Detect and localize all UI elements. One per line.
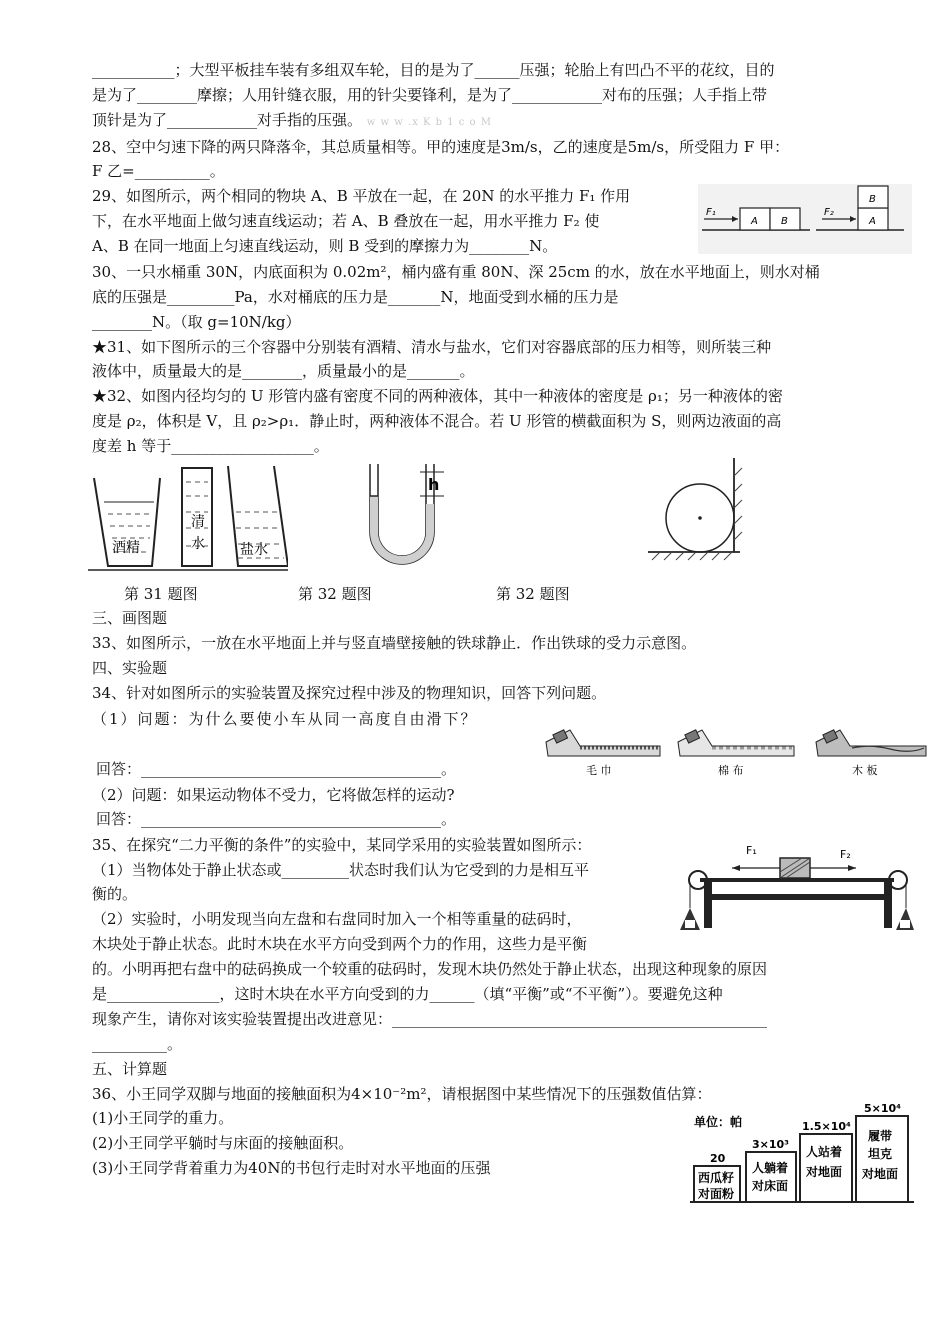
fig29-label-b1: B	[781, 216, 788, 227]
q31-line-1: ★31、如下图所示的三个容器中分别装有酒精、清水与盐水，它们对容器底部的压力相等，则所装三种	[92, 338, 772, 356]
caption-fig31: 第 31 题图	[124, 585, 198, 603]
q32-line-3: 度差 h 等于___________________。	[92, 437, 329, 455]
q36-line-1: 36、小王同学双脚与地面的接触面积为4×10⁻²m²，请根据图中某些情况下的压强数值估算：	[92, 1085, 712, 1103]
fig29-label-a2: A	[869, 216, 876, 227]
fig29-blocks	[698, 184, 912, 254]
fig34-label-towel: 毛 巾	[586, 764, 612, 777]
q35-line-2: （1）当物体处于静止状态或_________状态时我们认为它受到的力是相互平	[92, 861, 590, 879]
q29-line-2: 下，在水平地面上做匀速直线运动；若 A、B 叠放在一起，用水平推力 F₂ 使	[92, 212, 600, 230]
fig31-label-water-1: 清	[191, 514, 205, 530]
fig36-bar-4-line-1: 履带	[868, 1129, 893, 1143]
fig36-value-2: 3×10³	[752, 1138, 789, 1151]
q36-item-1: (1)小王同学的重力。	[92, 1109, 234, 1127]
fig36-bar-4-line-2: 坦克	[868, 1147, 893, 1161]
q34-line-1: 34、针对如图所示的实验装置及探究过程中涉及的物理知识，回答下列问题。	[92, 684, 607, 702]
fig29-label-b2: B	[869, 194, 876, 205]
fig36-bar-1-line-1: 西瓜籽	[698, 1171, 735, 1185]
fig35-balance-setup	[680, 836, 914, 936]
ramp-wood	[816, 730, 926, 756]
q35-line-8: 现象产生，请你对该实验装置提出改进意见：__________________________________________________	[92, 1010, 768, 1028]
q31-line-2: 液体中，质量最大的是________，质量最小的是_______。	[92, 362, 475, 380]
fig36-bar-4-line-3: 对地面	[862, 1167, 899, 1181]
section-5-heading: 五、计算题	[92, 1060, 168, 1078]
caption-fig32-a: 第 32 题图	[298, 585, 372, 603]
q34-answer-1: 回答：________________________________________。	[96, 760, 457, 778]
q30-line-1: 30、一只水桶重 30N，内底面积为 0.02m²，桶内盛有重 80N、深 25cm 的水，放在水平地面上，则水对桶	[92, 263, 820, 281]
fig36-bar-2	[746, 1152, 796, 1202]
q34-answer-2: 回答：________________________________________。	[96, 810, 457, 828]
fig36-bar-3-line-2: 对地面	[806, 1165, 843, 1179]
fig36-pressure-diagram	[688, 1098, 914, 1206]
caption-fig32-b: 第 32 题图	[496, 585, 570, 603]
q29-line-1: 29、如图所示，两个相同的物块 A、B 平放在一起，在 20N 的水平推力 F₁ 作用	[92, 187, 631, 205]
q27-line-1: ___________；大型平板挂车装有多组双车轮，目的是为了______压强；轮胎上有凹凸不平的花纹，目的	[92, 61, 775, 79]
q28-line-1: 28、空中匀速下降的两只降落伞，其总质量相等。甲的速度是3m/s，乙的速度是5m/s，所受阻力 F 甲：	[92, 138, 790, 156]
q36-item-2: (2)小王同学平躺时与床面的接触面积。	[92, 1134, 354, 1152]
fig36-value-1: 20	[710, 1152, 726, 1165]
fig36-bar-3-line-1: 人站着	[806, 1145, 843, 1159]
fig31-label-salt: 盐水	[240, 542, 268, 558]
q32-line-2: 度是 ρ₂，体积是 V，且 ρ₂>ρ₁．静止时，两种液体不混合。若 U 形管的横截面积为 S，则两边液面的高	[92, 412, 782, 430]
fig36-bar-2-line-1: 人躺着	[752, 1161, 789, 1175]
q35-line-7: 是_______________，这时木块在水平方向受到的力______（填“平衡”或“不平衡”）。要避免这种	[92, 985, 723, 1003]
fig31-label-water-2: 水	[191, 536, 205, 552]
q30-line-3: ________N。（取 g=10N/kg）	[92, 313, 301, 331]
fig36-unit: 单位：帕	[694, 1115, 743, 1129]
fig34-ramps	[540, 722, 930, 782]
q33-line-1: 33、如图所示，一放在水平地面上并与竖直墙壁接触的铁球静止．作出铁球的受力示意图。	[92, 634, 697, 652]
q35-line-4: （2）实验时，小明发现当向左盘和右盘同时加入一个相等重量的砝码时，	[92, 910, 582, 928]
fig36-value-4: 5×10⁴	[864, 1102, 901, 1115]
watermark: w w w .x K b 1 c o M	[366, 117, 492, 128]
q36-item-3: (3)小王同学背着重力为40N的书包行走时对水平地面的压强	[92, 1159, 491, 1177]
q34-question-2: （2）问题：如果运动物体不受力，它将做怎样的运动?	[92, 786, 455, 804]
fig29-label-f2: F₂	[824, 207, 834, 218]
q35-line-5: 木块处于静止状态。此时木块在水平方向受到两个力的作用，这些力是平衡	[92, 935, 588, 953]
ramp-cotton	[678, 730, 794, 756]
fig34-label-wood: 木 板	[852, 764, 878, 777]
q35-line-9: __________。	[92, 1035, 183, 1053]
fig35-label-f1: F₁	[746, 844, 757, 857]
q34-question-1: （1）问题：为什么要使小车从同一高度自由滑下？	[92, 710, 478, 728]
fig35-label-f2: F₂	[840, 848, 851, 861]
q27-line-3: 顶针是为了____________对手指的压强。 w w w .x K b 1 c o M	[92, 111, 492, 129]
ramp-towel	[546, 730, 660, 756]
section-4-heading: 四、实验题	[92, 659, 168, 677]
fig36-bar-2-line-2: 对床面	[752, 1179, 789, 1193]
fig34-label-cotton: 棉 布	[718, 764, 744, 777]
fig29-label-f1: F₁	[706, 207, 716, 218]
fig36-bar-1-line-2: 对面粉	[698, 1187, 735, 1201]
fig36-value-3: 1.5×10⁴	[802, 1120, 851, 1133]
fig32-label-h: h	[428, 475, 440, 494]
q30-line-2: 底的压强是_________Pa，水对桶底的压力是_______N，地面受到水桶的压力是	[92, 288, 619, 306]
fig29-label-a1: A	[751, 216, 758, 227]
fig31-containers	[88, 462, 288, 578]
fig32-u-tube	[360, 462, 450, 578]
section-3-heading: 三、画图题	[92, 609, 168, 627]
q32-line-1: ★32、如图内径均匀的 U 形管内盛有密度不同的两种液体，其中一种液体的密度是 ρ₁；另一种液体的密	[92, 387, 783, 405]
fig31-label-alcohol: 酒精	[112, 540, 140, 556]
q35-line-3: 衡的。	[92, 885, 138, 903]
q35-line-6: 的。小明再把右盘中的砝码换成一个较重的砝码时，发现木块仍然处于静止状态，出现这种现象的原因	[92, 960, 768, 978]
fig33-ball-wall	[644, 456, 754, 566]
q29-line-3: A、B 在同一地面上匀速直线运动，则 B 受到的摩擦力为________N。	[92, 237, 558, 255]
q28-line-2: F 乙=__________。	[92, 162, 225, 180]
q35-line-1: 35、在探究“二力平衡的条件”的实验中，某同学采用的实验装置如图所示：	[92, 836, 592, 854]
q27-line-2: 是为了________摩擦；人用针缝衣服，用的针尖要锋利，是为了____________对布的压强；人手指上带	[92, 86, 768, 104]
